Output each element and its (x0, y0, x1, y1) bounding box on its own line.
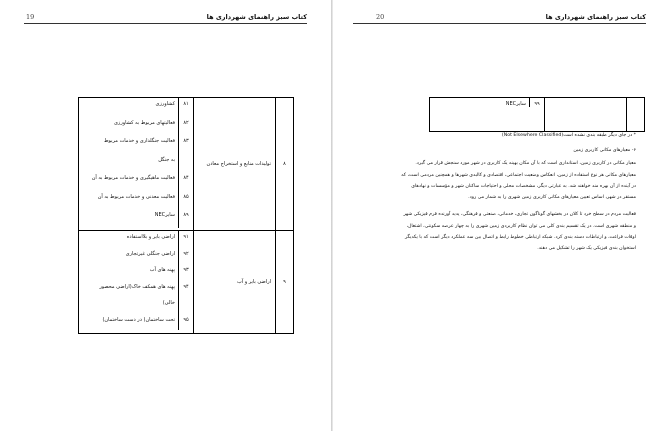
subcategory-label: پهنه های همکف خاک(اراضی محصور (99, 283, 175, 290)
continued-table (429, 97, 645, 132)
subcategory-code: ۹۱ (178, 231, 193, 248)
group-title: اراضی بایر و آب (194, 231, 276, 334)
book-title-left: کتاب سبز راهنمای شهرداری ها (206, 13, 307, 21)
text-line: مستقر در شهر، اساس تعیین معیارهای مکانی کاربری زمین شهری را به شمار می رود. (468, 195, 636, 201)
list-item (79, 264, 193, 281)
subcategory-label: کشاورزی (155, 101, 175, 107)
subcategory-code (178, 154, 193, 173)
list-item (430, 98, 544, 107)
subcategory-label: تحت ساختمان( در دست ساختمان) (102, 316, 175, 323)
book-title-right: کتاب سبز راهنمای شهرداری ها (545, 13, 646, 21)
subcategory-label: فعالیتهای مربوط به کشاورزی (113, 119, 175, 126)
subcategory-code (178, 297, 193, 314)
page-number-right: 20 (376, 13, 385, 21)
subcategory-list (79, 231, 194, 334)
text-line: و منطقه شهری است. در یک تقسیم بندی کلی می توان نظام کاربردی زمین شهری را به چهار عرصه سکونتی، اشتغال، (406, 223, 636, 229)
footnote: * در جای دیگر طبقه بندی نشده است(Not Elsewhere Classified) (501, 133, 636, 138)
right-page (333, 0, 666, 431)
subcategory-code: ۸۲ (178, 117, 193, 136)
text-line: استخوان بندی فیزیکی یک شهر را تشکیل می دهند. (537, 246, 636, 252)
body-text (353, 145, 636, 255)
subcategory-label: سایرNEC (505, 101, 526, 107)
subcategory-code: ۸۳ (178, 135, 193, 154)
left-page (0, 0, 331, 431)
list-item (79, 117, 193, 136)
list-item (79, 281, 193, 298)
text-line: معیارهای مکانی هر نوع استفاده از زمین، انعکاس وضعیت اجتماعی، اقتصادی و کالبدی شهرها و همچنین مردمی است، که (401, 172, 636, 178)
list-item (79, 191, 193, 210)
subcategory-code: ۹۳ (178, 264, 193, 281)
text-line: فعالیت مردم در سطح خرد تا کلان در بخشهای گوناگون تجاری، خدماتی، صنعتی و فرهنگی، پدید آورنده فرم فیزیکی شهر (403, 212, 636, 218)
subcategory-code: ۸۵ (178, 191, 193, 210)
list-item (79, 209, 193, 228)
list-item (79, 98, 193, 117)
paragraph-2 (353, 209, 636, 254)
list-item (79, 314, 193, 331)
list-item (79, 231, 193, 248)
subcategory-list (79, 98, 194, 231)
page-number-left: 19 (26, 13, 35, 21)
subcategory-code: ۸۱ (178, 98, 193, 117)
subcategory-label: پهنه های آب (149, 267, 175, 273)
empty-group-title (545, 98, 627, 132)
list-item (79, 154, 193, 173)
subcategory-label: سایرNEC (154, 212, 175, 218)
list-item (79, 248, 193, 265)
text-line: معیار مکانی در کاربری زمین، استانداری است که با آن مکان بهینه یک کاربری در شهر مورد سنجش قرار می گیرد. (415, 161, 636, 167)
subcategory-label: خالی) (162, 300, 175, 306)
subcategory-label: فعالیت ماهیگیری و خدمات مربوط به آن (91, 175, 175, 181)
group-title: تولیدات منابع و استخراج معادن (194, 98, 276, 231)
section-heading: ۶- معیارهای مکانی کاربری زمین (573, 148, 636, 153)
list-item (79, 297, 193, 314)
subcategory-code: ۹۲ (178, 248, 193, 265)
header-rule-left (24, 23, 307, 24)
group-code: ۸ (276, 98, 294, 231)
text-line: در آینده از آن بهره مند خواهند شد. به عبارتی دیگر، مشخصات محلی و احتیاجات ساکنان شهر و مؤسسات و نهادهای (411, 183, 636, 189)
paragraph-1 (353, 158, 636, 203)
table-row-group-8 (79, 98, 294, 231)
subcategory-code: ۸۴ (178, 172, 193, 191)
subcategory-code: ۹۵ (178, 314, 193, 331)
text-line: اوقات فراغت، و ارتباطات دسته بندی کرد. شبکه ارتباطی خطوط رابط و اتصال بین سه عملکرد دیگر است که با یکدیگر (404, 235, 636, 241)
empty-group-code (627, 98, 645, 132)
header-rule-right (353, 23, 646, 24)
subcategory-code: ۹۹ (529, 98, 544, 107)
subcategory-label: به جنگل (158, 156, 175, 163)
subcategory-list (430, 98, 545, 132)
subcategory-label: اراضی جنگلی غیرتجاری (125, 250, 175, 257)
subcategory-label: اراضی بایر و بلااستفاده (126, 234, 175, 240)
classification-table (78, 97, 294, 334)
table-row-group-9 (79, 231, 294, 334)
subcategory-code: ۹۴ (178, 281, 193, 298)
list-item (79, 135, 193, 154)
subcategory-code: ۸۹ (178, 209, 193, 228)
list-item (79, 172, 193, 191)
group-code: ۹ (276, 231, 294, 334)
subcategory-label: فعالیت معدنی و خدمات مربوط به آن (97, 193, 175, 200)
subcategory-label: فعالیت جنگلداری و خدمات مربوط (103, 138, 175, 144)
table-row-99 (430, 98, 645, 132)
